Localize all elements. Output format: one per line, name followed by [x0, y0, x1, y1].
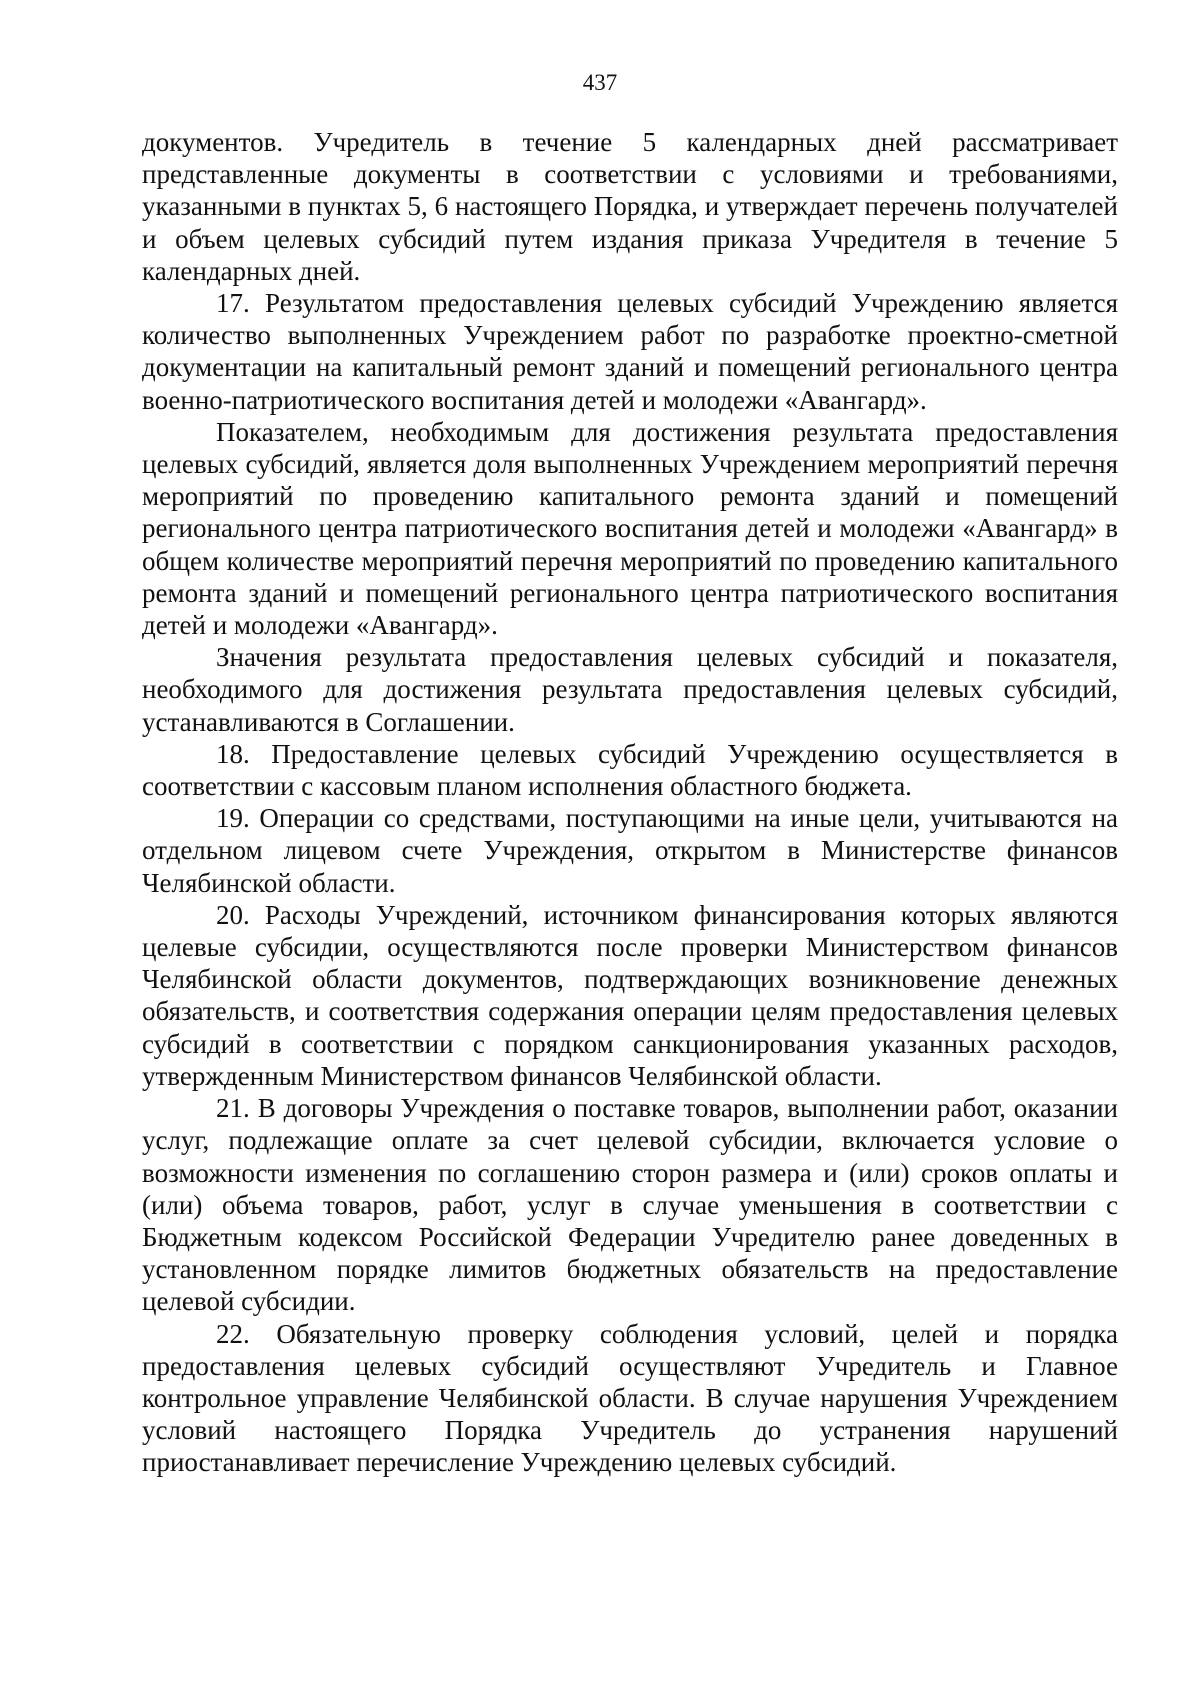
paragraph-item-21: 21. В договоры Учреждения о поставке товаров, выполнении работ, оказании услуг, подлежащие оплате за счет целевой субсидии, включается условие о возможности изменения по соглашению сторон размера и (или) сроков оплаты и (или) объема товаров, работ, услуг в случае уменьшения в соответствии с Бюджетным кодексом Российской Федерации Учредителю ранее доведенных в установленном порядке лимитов бюджетных обязательств на предоставление целевой субсидии.: [142, 1093, 1118, 1317]
paragraph-item-17: 17. Результатом предоставления целевых субсидий Учреждению является количество выполненных Учреждением работ по разработке проектно-сметной документации на капитальный ремонт зданий и помещений регионального центра военно-патриотического воспитания детей и молодежи «Авангард».: [142, 288, 1118, 415]
paragraph-item-18: 18. Предоставление целевых субсидий Учреждению осуществляется в соответствии с кассовым планом исполнения областного бюджета.: [142, 738, 1118, 802]
page-number: 437: [582, 70, 618, 95]
paragraph-continuation: документов. Учредитель в течение 5 календарных дней рассматривает представленные документы в соответствии с условиями и требованиями, указанными в пунктах 5, 6 настоящего Порядка, и утверждает перечень получателей и объем целевых субсидий путем издания приказа Учредителя в течение 5 календарных дней.: [142, 127, 1118, 286]
paragraph-item-17-indicator: Показателем, необходимым для достижения результата предоставления целевых субсидий, является доля выполненных Учреждением мероприятий перечня мероприятий по проведению капитального ремонта зданий и помещений регионального центра патриотического воспитания детей и молодежи «Авангард» в общем количестве мероприятий перечня мероприятий по проведению капитального ремонта зданий и помещений регионального центра патриотического воспитания детей и молодежи «Авангард».: [142, 416, 1118, 641]
paragraph-item-22: 22. Обязательную проверку соблюдения условий, целей и порядка предоставления целевых субсидий осуществляют Учредитель и Главное контрольное управление Челябинской области. В случае нарушения Учреждением условий настоящего Порядка Учредитель до устранения нарушений приостанавливает перечисление Учреждению целевых субсидий.: [142, 1318, 1118, 1478]
paragraph-item-20: 20. Расходы Учреждений, источником финансирования которых являются целевые субсидии, осуществляются после проверки Министерством финансов Челябинской области документов, подтверждающих возникновение денежных обязательств, и соответствия содержания операции целям предоставления целевых субсидий в соответствии с порядком санкционирования указанных расходов, утвержденным Министерством финансов Челябинской области.: [142, 899, 1118, 1091]
paragraph-item-17-values: Значения результата предоставления целевых субсидий и показателя, необходимого для достижения результата предоставления целевых субсидий, устанавливаются в Соглашении.: [142, 642, 1118, 737]
document-body: [142, 126, 1118, 1479]
paragraph-item-19: 19. Операции со средствами, поступающими на иные цели, учитываются на отдельном лицевом счете Учреждения, открытом в Министерстве финансов Челябинской области.: [142, 803, 1118, 898]
